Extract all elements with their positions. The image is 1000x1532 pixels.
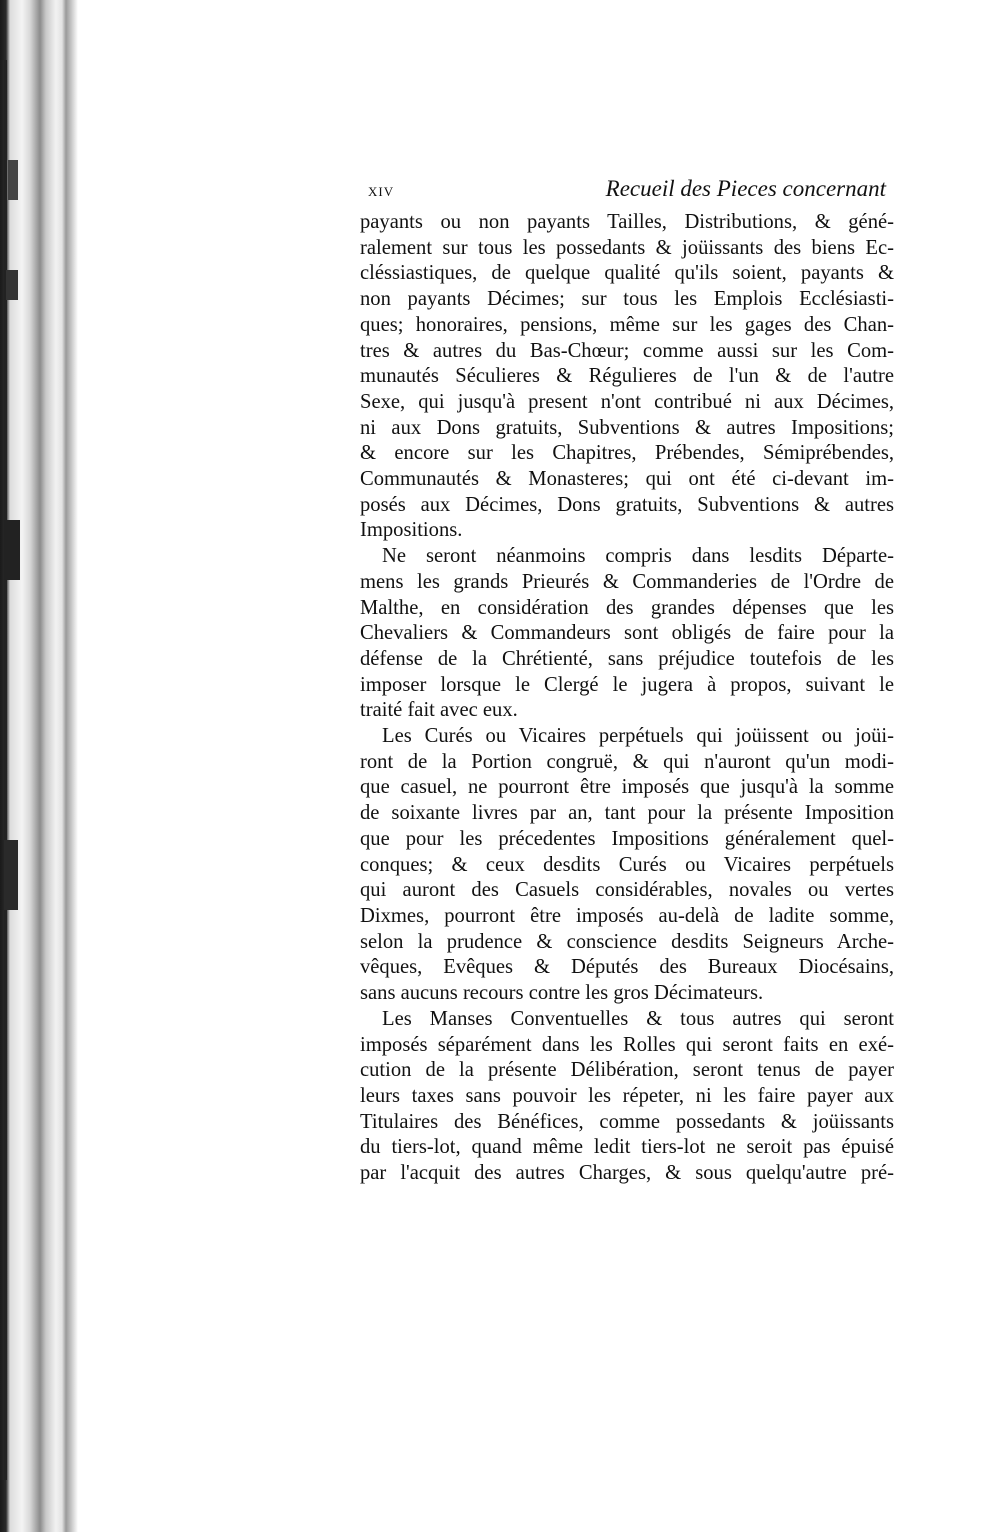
text-line: traité fait avec eux. — [360, 699, 518, 722]
text-line: que pour les précedentes Impositions généralement quel- — [360, 827, 894, 850]
text-line: du tiers-lot, quand même ledit tiers-lot ne seroit pas épuisé — [360, 1136, 894, 1159]
text-line: Communautés & Monasteres; qui ont été ci-devant im- — [360, 468, 894, 491]
body-text — [360, 210, 894, 1187]
text-line: imposés séparément dans les Rolles qui seront faits en exé- — [360, 1033, 894, 1056]
text-line: munautés Séculieres & Régulieres de l'un & de l'autre — [360, 365, 894, 388]
text-line: mens les grands Prieurés & Commanderies de l'Ordre de — [360, 570, 894, 593]
text-line: tres & autres du Bas-Chœur; comme aussi sur les Com- — [360, 339, 894, 362]
text-line: & encore sur les Chapitres, Prébendes, Sémiprébendes, — [360, 442, 894, 465]
page-header — [360, 176, 894, 206]
book-page — [360, 176, 894, 1187]
text-line: Impositions. — [360, 519, 463, 542]
text-line: vêques, Evêques & Députés des Bureaux Diocésains, — [360, 956, 894, 979]
text-line: par l'acquit des autres Charges, & sous quelqu'autre pré- — [360, 1162, 894, 1185]
text-line: Dixmes, pourront être imposés au-delà de ladite somme, — [360, 904, 894, 927]
text-line: imposer lorsque le Clergé le jugera à propos, suivant le — [360, 673, 894, 696]
text-line: Les Manses Conventuelles & tous autres qui seront — [382, 1007, 894, 1030]
text-line: selon la prudence & conscience desdits Seigneurs Arche- — [360, 930, 894, 953]
text-line: ralement sur tous les possedants & joüissants des biens Ec- — [360, 236, 894, 259]
paragraph — [360, 1007, 894, 1187]
text-line: conques; & ceux desdits Curés ou Vicaires perpétuels — [360, 853, 894, 876]
page-number: xiv — [368, 180, 395, 200]
paragraph — [360, 544, 894, 724]
text-line: cution de la présente Délibération, seront tenus de payer — [360, 1059, 894, 1082]
text-line: sans aucuns recours contre les gros Décimateurs. — [360, 982, 764, 1005]
paragraph — [360, 210, 894, 544]
text-line: défense de la Chrétienté, sans préjudice toutefois de les — [360, 647, 894, 670]
text-line: ni aux Dons gratuits, Subventions & autres Impositions; — [360, 416, 894, 439]
book-binding-edge — [0, 0, 80, 1532]
text-line: posés aux Décimes, Dons gratuits, Subventions & autres — [360, 493, 894, 516]
text-line: payants ou non payants Tailles, Distributions, & géné- — [360, 211, 894, 233]
paragraph — [360, 724, 894, 1007]
text-line: leurs taxes sans pouvoir les répeter, ni les faire payer aux — [360, 1084, 894, 1107]
text-line: que casuel, ne pourront être imposés que jusqu'à la somme — [360, 776, 894, 799]
text-line: qui auront des Casuels considérables, novales ou vertes — [360, 879, 894, 902]
text-line: cléssiastiques, de quelque qualité qu'ils soient, payants & — [360, 262, 894, 285]
text-line: Titulaires des Bénéfices, comme possedants & joüissants — [360, 1110, 894, 1133]
text-line: de soixante livres par an, tant pour la présente Imposition — [360, 802, 894, 825]
text-line: Ne seront néanmoins compris dans lesdits Départe- — [382, 545, 894, 568]
text-line: Chevaliers & Commandeurs sont obligés de faire pour la — [360, 622, 894, 645]
running-title: Recueil des Pieces concernant — [605, 176, 886, 201]
text-line: ront de la Portion congruë, & qui n'auront qu'un modi- — [360, 750, 894, 773]
text-line: non payants Décimes; sur tous les Emplois Ecclésiasti- — [360, 288, 894, 311]
text-line: ques; honoraires, pensions, même sur les gages des Chan- — [360, 313, 894, 336]
text-line: Malthe, en considération des grandes dépenses que les — [360, 596, 894, 619]
text-line: Sexe, qui jusqu'à present n'ont contribué ni aux Décimes, — [360, 390, 894, 413]
text-line: Les Curés ou Vicaires perpétuels qui joüissent ou joüi- — [382, 725, 894, 748]
